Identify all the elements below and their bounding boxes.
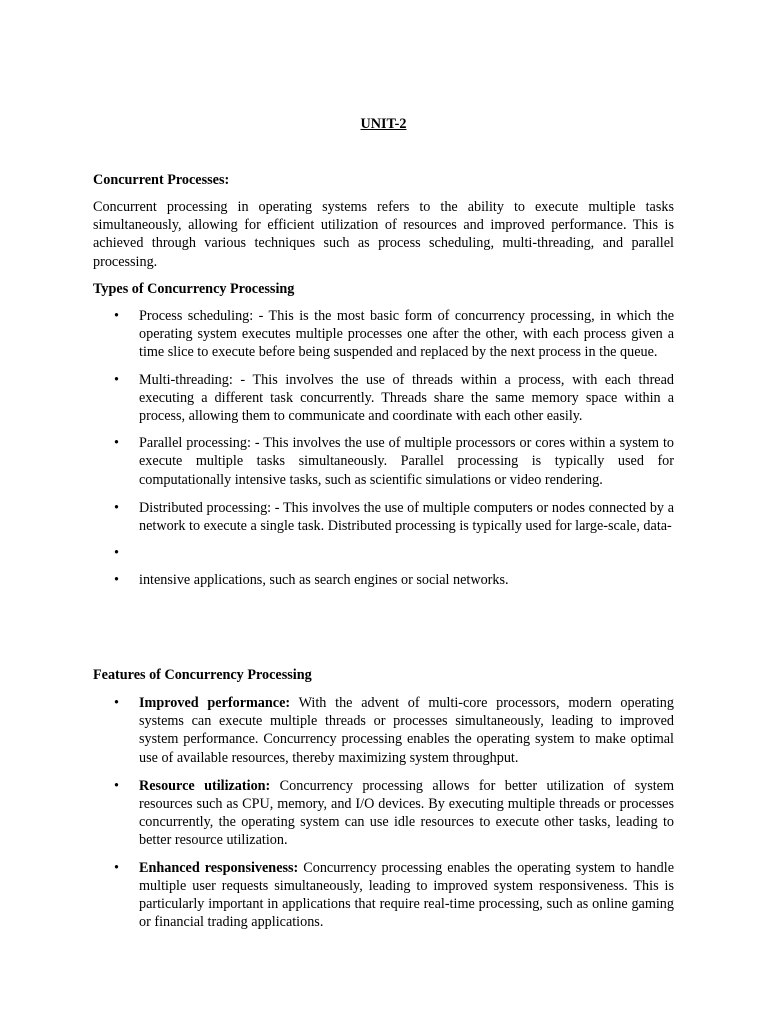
list-item <box>93 694 674 767</box>
list-item: • Multi-threading: - This involves the use of threads within a process, with each thread executing a different task concurrently. Threads share the same memory space within a process, allowing them to communicate and coordinate with each other easily. <box>93 371 674 426</box>
feature-text: Concurrency processing allows for better utilization of system resources such as CPU, memory, and I/O devices. By executing multiple threads or processes concurrently, the operating system can use idle resources to execute other tasks, leading to better resource utilization. <box>139 777 674 849</box>
list-item: • Distributed processing: - This involves the use of multiple computers or nodes connected by a network to execute a single task. Distributed processing is typically used for large-scale, data- <box>93 499 674 535</box>
list-item <box>93 859 674 932</box>
feature-text: With the advent of multi-core processors, modern operating systems can execute multiple threads or processes simultaneously, leading to improved system performance. Concurrency processing enables the operating system to make optimal use of available resources, thereby maximizing system throughput. <box>139 695 674 766</box>
features-list <box>93 694 674 931</box>
features-heading: Features of Concurrency Processing <box>93 667 312 683</box>
feature-term: Enhanced responsiveness: <box>139 859 299 876</box>
feature-term: Improved performance: <box>139 695 291 711</box>
feature-text: Concurrency processing enables the operating system to handle multiple user requests simultaneously, leading to improved system responsiveness. This is particularly important in applications that require real-time processing, such as online gaming or financial trading applications. <box>139 859 674 931</box>
list-item: • intensive applications, such as search engines or social networks. <box>93 571 674 589</box>
types-list <box>93 307 674 590</box>
list-item-empty <box>93 544 674 562</box>
page-title: UNIT-2 <box>360 116 407 132</box>
concurrent-processes-heading: Concurrent Processes: <box>93 172 230 188</box>
list-item: • Process scheduling: - This is the most basic form of concurrency processing, in which the operating system executes multiple processes one after the other, with each process given a time slice to execute before being suspended and replaced by the next process in the queue. <box>93 307 674 362</box>
feature-term: Resource utilization: <box>139 777 271 794</box>
list-item: • Parallel processing: - This involves the use of multiple processors or cores within a system to execute multiple tasks simultaneously. Parallel processing is typically used for computationally intensive tasks, such as scientific simulations or video rendering. <box>93 434 674 489</box>
concurrent-processes-paragraph: Concurrent processing in operating systems refers to the ability to execute multiple tasks simultaneously, allowing for efficient utilization of resources and improved performance. This is achieved through various techniques such as process scheduling, multi-threading, and parallel processing. <box>93 199 674 270</box>
types-heading: Types of Concurrency Processing <box>93 281 295 297</box>
list-item <box>93 777 674 850</box>
